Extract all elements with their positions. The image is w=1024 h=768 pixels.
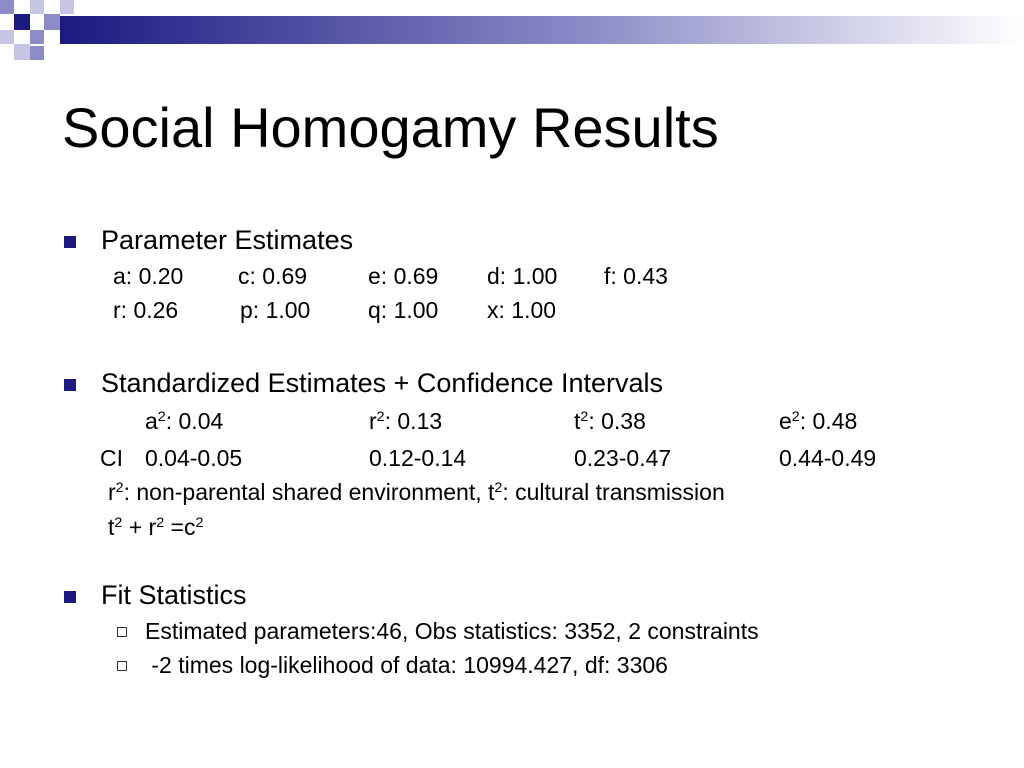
section-heading-fit-statistics: Fit Statistics <box>101 580 247 610</box>
bullet-square-icon <box>64 236 76 248</box>
hollow-square-bullet-icon <box>117 661 127 671</box>
param-r: r: 0.26 <box>113 297 179 323</box>
bullet-square-icon <box>64 591 76 603</box>
ci-t2: 0.23-0.47 <box>574 445 672 471</box>
header-decoration <box>0 0 1024 70</box>
param-x: x: 1.00 <box>487 297 557 323</box>
ci-a2: 0.04-0.05 <box>145 445 243 471</box>
param-e: e: 0.69 <box>368 263 439 289</box>
slide-title: Social Homogamy Results <box>62 96 719 159</box>
param-d: d: 1.00 <box>487 263 558 289</box>
ci-e2: 0.44-0.49 <box>779 445 877 471</box>
param-p: p: 1.00 <box>240 297 311 323</box>
param-q: q: 1.00 <box>368 297 439 323</box>
bullet-square-icon <box>64 379 76 391</box>
estimate-a2: $a^2$: 0.04 <box>145 408 224 434</box>
estimate-e2: $e^2$: 0.48 <box>779 408 858 434</box>
fit-item: -2 times log-likelihood of data: 10994.427, df: 3306 <box>145 652 668 678</box>
param-f: f: 0.43 <box>604 263 668 289</box>
fit-item: Estimated parameters:46, Obs statistics: 3352, 2 constraints <box>145 618 759 644</box>
ci-r2: 0.12-0.14 <box>369 445 467 471</box>
section-heading-standardized: Standardized Estimates + Confidence Intervals <box>101 368 664 398</box>
note-definitions: $r^2$: non-parental shared environment, $t^2$: cultural transmission <box>108 479 725 505</box>
param-a: a: 0.20 <box>113 263 184 289</box>
section-heading-parameter-estimates: Parameter Estimates <box>101 225 354 255</box>
note-equation: $t^2 + r^2 =c^2$ <box>108 514 204 540</box>
estimate-t2: $t^2$: 0.38 <box>574 408 646 434</box>
ci-label: CI <box>100 445 123 471</box>
hollow-square-bullet-icon <box>117 627 127 637</box>
estimate-r2: $r^2$: 0.13 <box>369 408 443 434</box>
param-c: c: 0.69 <box>238 263 308 289</box>
